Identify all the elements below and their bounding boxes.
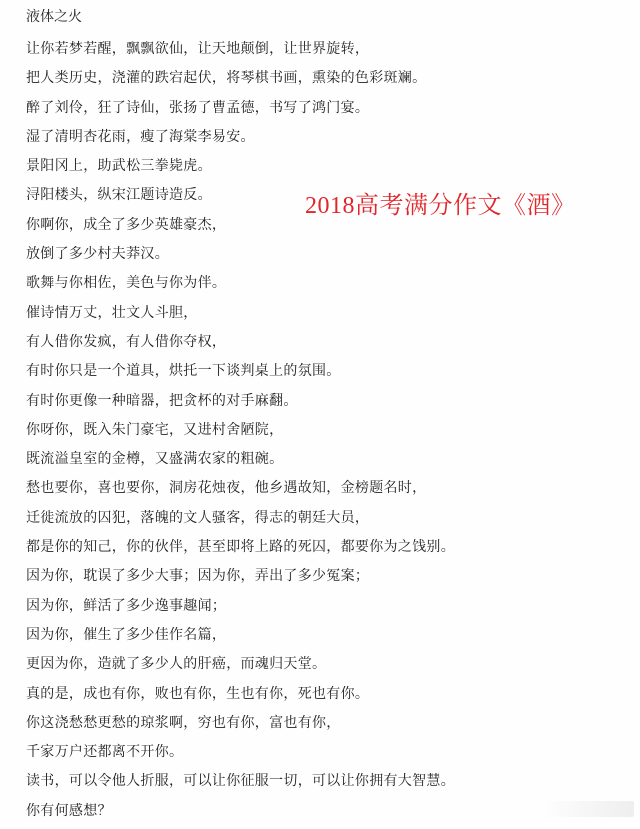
essay-line: 你啊你，成全了多少英雄豪杰， (26, 216, 227, 233)
essay-line: 真的是，成也有你，败也有你，生也有你，死也有你。 (26, 685, 370, 702)
essay-line: 千家万户还都离不开你。 (26, 744, 184, 761)
essay-line: 景阳冈上，助武松三拳毙虎。 (26, 158, 212, 175)
watermark (542, 801, 634, 817)
essay-title: 液体之火 (26, 9, 82, 25)
essay-line: 既流溢皇室的金樽，又盛满农家的粗碗。 (26, 451, 284, 468)
essay-line: 催诗情万丈，壮文人斗胆， (26, 304, 198, 321)
essay-line: 迁徙流放的囚犯，落魄的文人骚客，得志的朝廷大员， (26, 509, 370, 526)
essay-line: 醉了刘伶，狂了诗仙，张扬了曹孟德，书写了鸿门宴。 (26, 99, 370, 116)
essay-line: 你有何感想？ (26, 802, 112, 819)
essay-line: 都是你的知己，你的伙伴，甚至即将上路的死囚，都要你为之饯别。 (26, 539, 455, 556)
essay-line: 你呀你，既入朱门豪宅，又进村舍陋院， (26, 421, 284, 438)
essay-line: 愁也要你，喜也要你，洞房花烛夜，他乡遇故知，金榜题名时， (26, 480, 427, 497)
essay-line: 歌舞与你相佐，美色与你为伴。 (26, 275, 227, 292)
essay-line: 让你若梦若醒，飘飘欲仙，让天地颠倒，让世界旋转， (26, 41, 370, 57)
essay-line: 有时你更像一种暗器，把贪杯的对手麻翻。 (26, 392, 298, 409)
essay-line: 浔阳楼头，纵宋江题诗造反。 (26, 187, 212, 204)
essay-line: 有时你只是一个道具，烘托一下谈判桌上的氛围。 (26, 363, 341, 380)
essay-line: 湿了清明杏花雨，瘦了海棠李易安。 (26, 128, 255, 145)
essay-line: 因为你，鲜活了多少逸事趣闻； (26, 597, 227, 614)
essay-line: 因为你，耽误了多少大事；因为你，弄出了多少冤案； (26, 568, 370, 585)
essay-line: 放倒了多少村夫莽汉。 (26, 246, 169, 263)
essay-line: 更因为你，造就了多少人的肝癌，而魂归天堂。 (26, 656, 327, 673)
essay-line: 读书，可以令他人折服，可以让你征服一切，可以让你拥有大智慧。 (26, 773, 455, 790)
essay-line: 有人借你发疯，有人借你夺权， (26, 333, 227, 350)
essay-line: 你这浇愁愁更愁的琼浆啊，穷也有你，富也有你， (26, 714, 341, 731)
essay-body (26, 38, 455, 829)
essay-line: 把人类历史，浇灌的跌宕起伏，将琴棋书画，熏染的色彩斑斓。 (26, 70, 427, 87)
headline-red: 2018高考满分作文《酒》 (305, 193, 576, 219)
essay-line: 因为你，催生了多少佳作名篇， (26, 626, 227, 643)
